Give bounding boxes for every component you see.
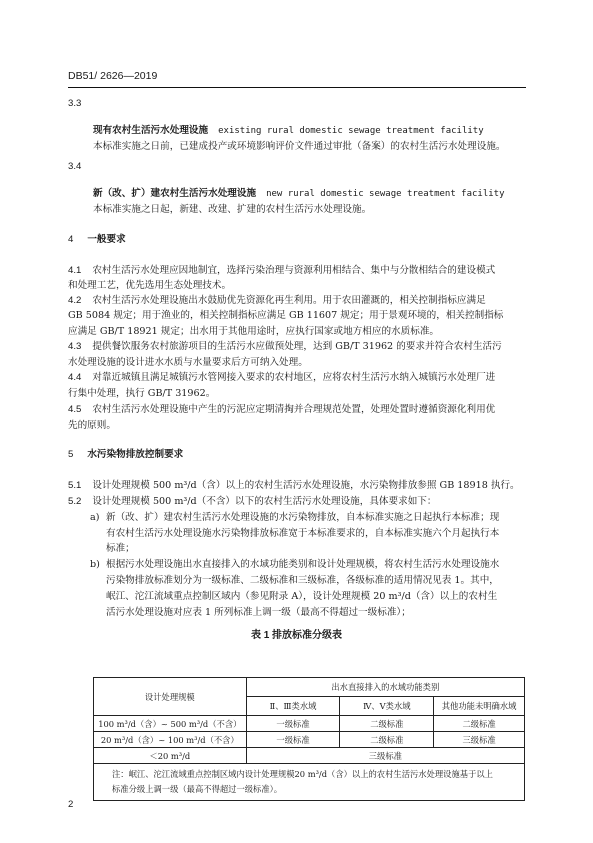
header-cell-water-category: 出水直接排入的水域功能类别 — [246, 678, 524, 697]
clause-4-2-line-3: 应满足 GB/T 18921 规定；出水用于其他用途时，应执行国家或地方相应的水质标准。 — [68, 326, 440, 337]
table-note-row — [94, 764, 525, 801]
table-row — [94, 716, 525, 732]
term-3-4 — [93, 186, 505, 203]
cell-standard-merged: 三级标准 — [246, 748, 524, 764]
clause-number-3-3: 3.3 — [68, 98, 82, 109]
item-b-line-1: 根据污水处理设施出水直接排入的水域功能类别和设计处理规模，将农村生活污水处理设施水 — [106, 559, 500, 570]
clause-number-3-4: 3.4 — [68, 161, 82, 172]
item-a-line-3: 标准； — [106, 543, 135, 554]
clause-5-2 — [68, 494, 436, 510]
table-row — [94, 732, 525, 748]
clause-4-3-line-2: 水处理设施的设计进水水质与水量要求后方可纳入处理。 — [68, 357, 308, 368]
item-a-line-2: 有农村生活污水处理设施水污染物排放标准宽于本标准要求的，自本标准实施六个月起执行本 — [106, 528, 500, 539]
table-1-caption: 表 1 排放标准分级表 — [250, 630, 343, 641]
clause-4-2-line-2: GB 5084 规定；用于渔业的，相关控制指标应满足 GB 11607 规定；用于景观环境的，相关控制指标 — [68, 310, 504, 321]
term-3-4-english: new rural domestic sewage treatment facility — [266, 189, 505, 199]
clause-5-1-text: 设计处理规模 500 m³/d（含）以上的农村生活污水处理设施，水污染物排放参照 GB 18918 执行。 — [92, 480, 520, 491]
item-b-label: b) — [90, 559, 100, 570]
table-row — [94, 748, 525, 764]
clause-4-1-text: 农村生活污水处理应因地制宜，选择污染治理与资源利用相结合、集中与分散相结合的建设模式 — [92, 265, 496, 276]
table-note-line-1: 注：岷江、沱江流域重点控制区域内设计处理规模20 m³/d（含）以上的农村生活污水处理设施基于以上 — [112, 769, 493, 779]
item-b-line-3: 岷江、沱江流域重点控制区域内（参见附录 A），设计处理规模 20 m³/d（含）以上的农村生 — [106, 591, 498, 602]
table-1 — [93, 677, 525, 801]
clause-4-4-text: 对靠近城镇且满足城镇污水管网接入要求的农村地区，应将农村生活污水纳入城镇污水处理厂进 — [92, 372, 496, 383]
standard-code: DB51/ 2626—2019 — [68, 70, 158, 82]
clause-4-4-line-2: 行集中处理，执行 GB/T 31962。 — [68, 388, 216, 399]
page-number: 2 — [68, 799, 74, 810]
clause-4-5-line-2: 先的原则。 — [68, 420, 116, 431]
item-b-line-4: 活污水处理设施对应表 1 所列标准上调一级（最高不得超过一级标准）； — [106, 607, 411, 618]
cell-standard: 三级标准 — [434, 732, 525, 748]
table-note — [94, 764, 525, 801]
section-4-heading — [68, 232, 126, 248]
header-rule — [68, 87, 526, 88]
clause-4-1-line-1 — [68, 263, 495, 279]
item-a-label: a) — [90, 512, 100, 523]
term-3-3-definition: 本标准实施之日前，已建成投产或环境影响评价文件通过审批（备案）的农村生活污水处理设施。 — [93, 141, 506, 152]
header-cell-class-2-3: Ⅱ、Ⅲ类水域 — [246, 697, 340, 716]
term-3-3 — [93, 123, 484, 140]
clause-5-2-number: 5.2 — [68, 496, 82, 507]
term-3-3-title: 现有农村生活污水处理设施 — [93, 125, 209, 136]
section-4-title: 一般要求 — [87, 234, 126, 245]
cell-standard: 二级标准 — [340, 732, 434, 748]
clause-5-1-number: 5.1 — [68, 480, 82, 491]
term-3-4-definition: 本标准实施之日起，新建、改建、扩建的农村生活污水处理设施。 — [93, 204, 372, 215]
clause-4-5-line-1 — [68, 402, 495, 418]
clause-4-3-text: 提供餐饮服务农村旅游项目的生活污水应做预处理，达到 GB/T 31962 的要求并符合农村生活污 — [92, 341, 502, 352]
cell-standard: 二级标准 — [340, 716, 434, 732]
header-cell-class-4-5: Ⅳ、Ⅴ类水域 — [340, 697, 434, 716]
section-5-title: 水污染物排放控制要求 — [87, 449, 184, 460]
item-b-line-2: 污染物排放标准划分为一级标准、二级标准和三级标准，各级标准的适用情况见表 1。其中， — [106, 575, 499, 586]
cell-scale: 100 m³/d（含）~ 500 m³/d（不含） — [94, 716, 247, 732]
clause-4-3-line-1 — [68, 339, 502, 355]
header-cell-scale: 设计处理规模 — [94, 678, 247, 716]
clause-4-1-line-2: 和处理工艺，优先选用生态处理技术。 — [68, 280, 232, 291]
cell-standard: 一级标准 — [246, 732, 340, 748]
cell-scale: 20 m³/d（含）~ 100 m³/d（不含） — [94, 732, 247, 748]
clause-5-1 — [68, 478, 520, 494]
item-a-line-1: 新（改、扩）建农村生活污水处理设施的水污染物排放，自本标准实施之日起执行本标准；现 — [106, 512, 500, 523]
section-5-heading — [68, 447, 183, 463]
clause-4-4-number: 4.4 — [68, 372, 82, 383]
clause-4-5-text: 农村生活污水处理设施中产生的污泥应定期清掏并合理规范处置，处理处置时遵循资源化利用优 — [92, 404, 496, 415]
clause-4-4-line-1 — [68, 370, 495, 386]
table-header-row — [94, 678, 525, 697]
term-3-4-title: 新（改、扩）建农村生活污水处理设施 — [93, 188, 257, 199]
clause-4-3-number: 4.3 — [68, 341, 82, 352]
cell-standard: 二级标准 — [434, 716, 525, 732]
section-5-number: 5 — [68, 449, 74, 460]
cell-standard: 一级标准 — [246, 716, 340, 732]
section-4-number: 4 — [68, 234, 74, 245]
clause-4-1-number: 4.1 — [68, 265, 82, 276]
clause-4-2-number: 4.2 — [68, 295, 82, 306]
clause-5-2-text: 设计处理规模 500 m³/d（不含）以下的农村生活污水处理设施，具体要求如下： — [92, 496, 437, 507]
term-3-3-english: existing rural domestic sewage treatment facility — [218, 126, 484, 136]
clause-4-2-line-1 — [68, 293, 486, 309]
clause-4-2-text: 农村生活污水处理设施出水鼓励优先资源化再生利用。用于农田灌溉的，相关控制指标应满足 — [92, 295, 486, 306]
header-cell-other: 其他功能未明确水域 — [434, 697, 525, 716]
clause-4-5-number: 4.5 — [68, 404, 82, 415]
table-note-line-2: 标准分级上调一级（最高不得超过一级标准）。 — [112, 784, 283, 794]
cell-scale: ＜20 m³/d — [94, 748, 247, 764]
